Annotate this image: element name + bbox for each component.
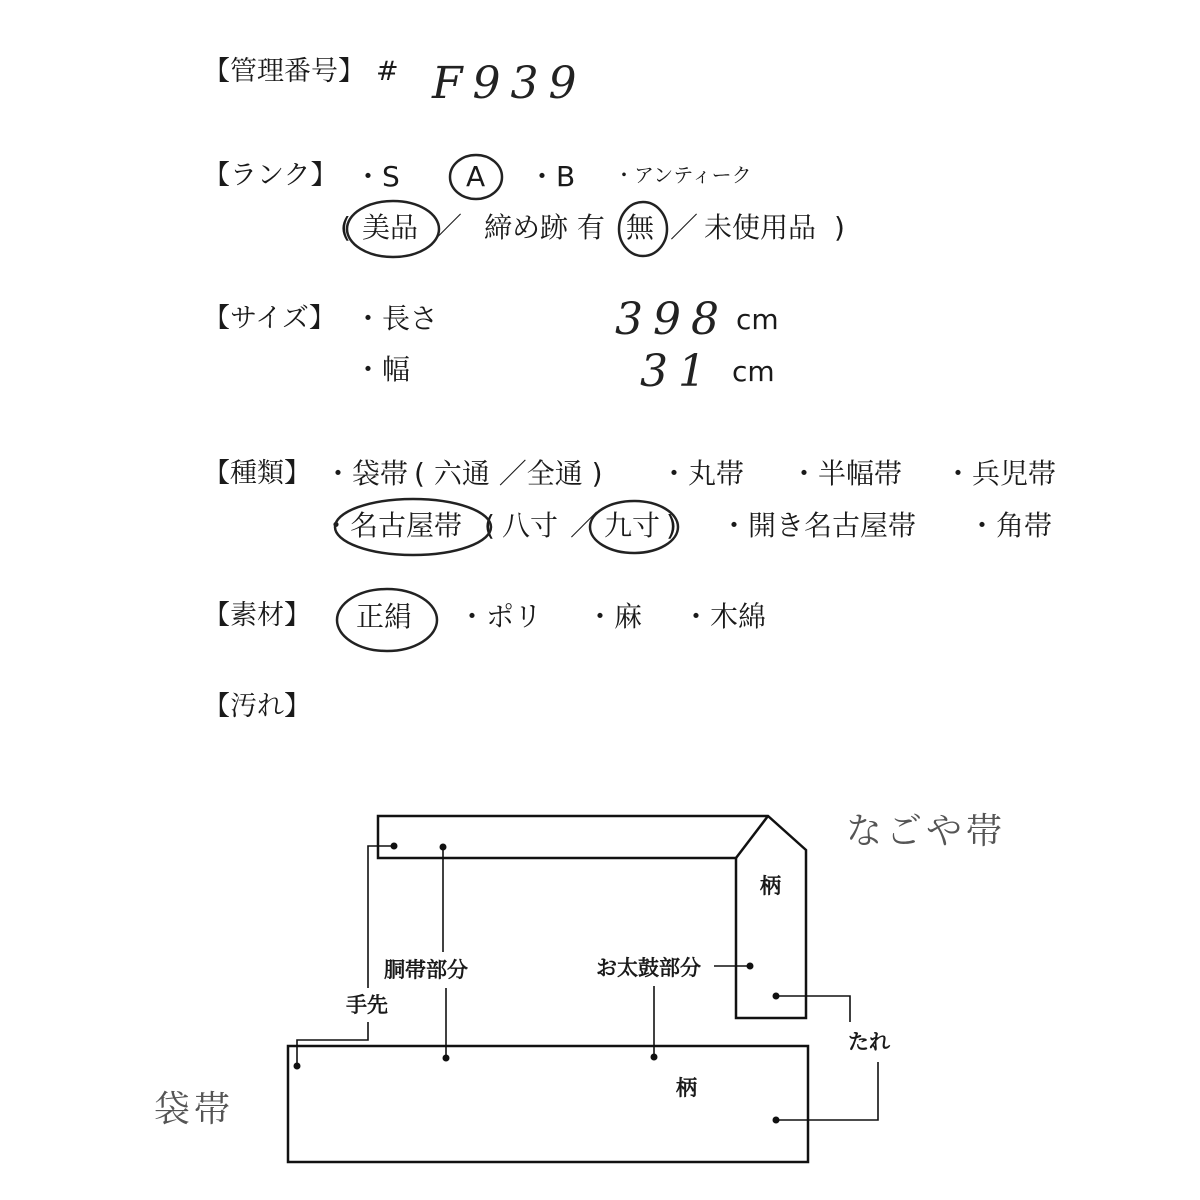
diagram-pattern-top: 柄 — [760, 874, 781, 898]
line-tare-bottom — [776, 1062, 878, 1120]
type-heko: ・兵児帯 — [944, 457, 1057, 490]
size-width-unit: cm — [732, 355, 775, 388]
circle-material-silk — [337, 589, 437, 651]
type-maru: ・丸帯 — [660, 457, 745, 490]
management-label: 【管理番号】 — [203, 56, 365, 87]
rank-option-a: A — [466, 160, 486, 193]
management-hash: # — [376, 56, 399, 87]
condition-slash-2: ／ — [670, 211, 699, 244]
condition-unused: 未使用品 — [704, 211, 817, 244]
condition-good: 美品 — [362, 211, 419, 244]
circle-type-nagoya — [335, 499, 491, 555]
type-nagoya-open: ( — [484, 509, 495, 542]
condition-slash-1: ／ — [434, 211, 463, 244]
condition-open-paren: ( — [340, 211, 351, 244]
rank-option-s: ・S — [354, 160, 400, 193]
material-linen: ・麻 — [586, 600, 643, 633]
size-width-value: 31 — [640, 346, 716, 397]
diagram-nagoya-title: なごや帯 — [846, 811, 1007, 852]
rank-option-antique: ・アンティーク — [614, 163, 752, 187]
condition-fold-marks: 締め跡 有 — [484, 211, 605, 244]
diagram-fukuro-title: 袋帯 — [154, 1089, 235, 1130]
rank-label: 【ランク】 — [203, 160, 338, 191]
material-label: 【素材】 — [203, 600, 311, 631]
type-nagoya-close: ) — [666, 509, 677, 542]
diagram-tesaki-label: 手先 — [346, 993, 388, 1017]
condition-none: 無 — [626, 211, 655, 244]
material-silk: 正絹 — [356, 600, 413, 633]
diagram-otaiko-label: お太鼓部分 — [596, 956, 701, 980]
size-length-value: 398 — [615, 294, 729, 345]
type-kaku: ・角帯 — [968, 509, 1053, 542]
type-nagoya-slash: ／ — [570, 509, 599, 542]
type-kyusun: 九寸 — [604, 509, 661, 542]
condition-close-paren: ) — [834, 211, 845, 244]
type-fukuro-sub: ( 六通 ／全通 ) — [414, 457, 603, 490]
type-label: 【種類】 — [203, 458, 311, 489]
management-number: F939 — [432, 58, 587, 109]
circle-condition-none — [619, 202, 667, 256]
type-nagoya-dot: ・ — [322, 509, 351, 542]
nagoya-fold-line — [736, 816, 768, 858]
type-fukuro: ・袋帯 — [324, 457, 409, 490]
size-label: 【サイズ】 — [203, 303, 336, 334]
size-width-label: ・幅 — [354, 353, 411, 386]
type-hassun: 八寸 — [502, 509, 559, 542]
fukuro-obi-outline — [288, 1046, 808, 1162]
material-cotton: ・木綿 — [682, 600, 767, 633]
rank-option-b: ・B — [528, 160, 576, 193]
size-length-unit: cm — [736, 303, 779, 336]
circle-rank-a — [450, 155, 502, 199]
size-length-label: ・長さ — [354, 302, 439, 335]
diagram-pattern-bottom: 柄 — [676, 1076, 697, 1100]
material-poly: ・ポリ — [458, 600, 543, 633]
circle-type-kyusun — [590, 501, 678, 553]
type-hanhaba: ・半幅帯 — [790, 457, 903, 490]
circle-condition-good — [347, 201, 439, 257]
diagram-tare-label: たれ — [848, 1030, 890, 1054]
type-hiraki-nagoya: ・開き名古屋帯 — [720, 509, 917, 542]
diagram-dobu-label: 胴帯部分 — [384, 958, 468, 982]
type-nagoya: 名古屋帯 — [350, 509, 463, 542]
stain-label: 【汚れ】 — [203, 691, 311, 722]
line-tesaki-bottom — [297, 1022, 368, 1066]
